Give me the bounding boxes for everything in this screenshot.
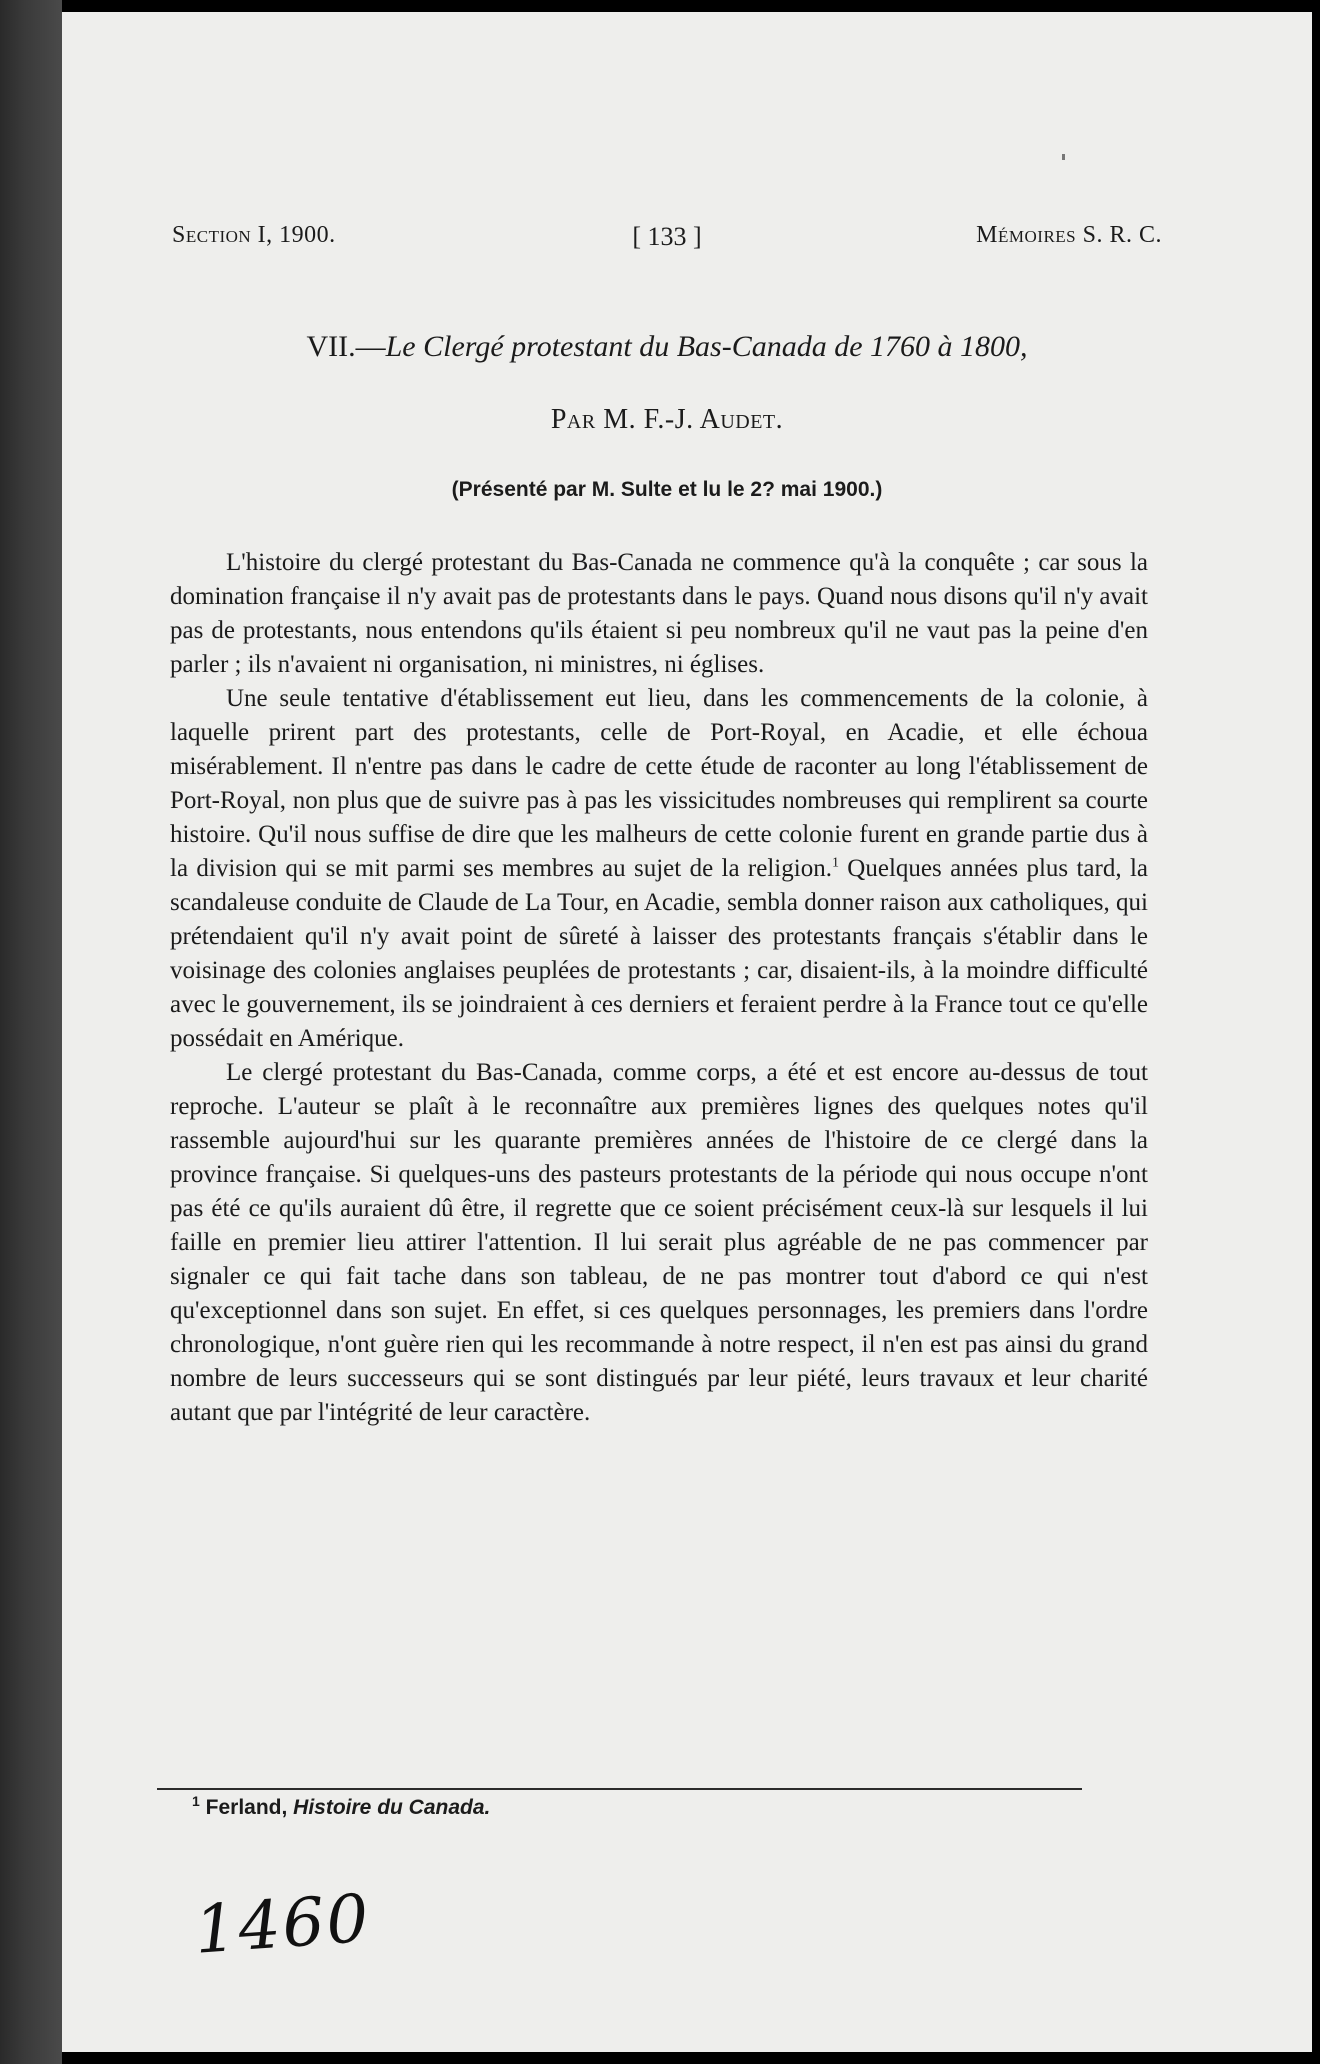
paragraph-3: Le clergé protestant du Bas-Canada, comme corps, a été et est encore au-dessus de tout reproche. L'auteur se plaît à le reconnaître aux premières lignes des quelques notes qu'il rassemble aujourd'hui sur les quarante premières années de l'histoire de ce clergé dans la province française. Si quelques-uns des pasteurs protestants de la période qui nous occupe n'ont pas été ce qu'ils auraient dû être, il regrette que ce soient précisément ceux-là sur lesquels il lui faille en premier lieu attirer l'attention. Il lui serait plus agréable de ne pas commencer par signaler ce qui fait tache dans son tableau, de ne pas montrer tout d'abord ce qui n'est qu'exceptionnel dans son sujet. En effet, si ces quelques personnages, les premiers dans l'ordre chronologique, n'ont guère rien qui les recommande à notre respect, il n'en est pas ainsi du grand nombre de leurs successeurs qui se sont distingués par leur piété, leurs travaux et leur charité autant que par l'intégrité de leur caractère. bbox=[170, 1059, 1148, 1426]
footnote-title: Histoire du Canada. bbox=[293, 1796, 491, 1819]
footnote-divider bbox=[157, 1788, 1082, 1790]
presentation-note: (Présenté par M. Sulte et lu le 2? mai 1900.) bbox=[451, 478, 883, 501]
article-body bbox=[170, 546, 1148, 1430]
paragraph-2-part-1: Une seule tentative d'établissement eut lieu, dans les commencements de la colonie, à laquelle prirent part des protestants, celle de Port-Royal, en Acadie, et elle échoua misérablement. Il n'entre pas dans le cadre de cette étude de raconter au long l'établissement de Port-Royal, non plus que de suivre pas à pas les vissicitudes nombreuses qui remplirent sa courte histoire. Qu'il nous suffise de dire que les malheurs de cette colonie furent en grande partie dus à la division qui se mit parmi ses membres au sujet de la religion. bbox=[170, 685, 1148, 882]
footnote-author: Ferland, bbox=[205, 1796, 288, 1819]
page-number: [ 133 ] bbox=[632, 222, 702, 251]
article-number: VII.— bbox=[306, 330, 386, 363]
article-title bbox=[172, 330, 1162, 364]
journal-label: Mémoires S. R. C. bbox=[976, 222, 1162, 248]
document-page bbox=[62, 12, 1312, 2052]
book-spine-edge bbox=[0, 0, 62, 2064]
article-author: Par M. F.-J. Audet. bbox=[550, 404, 784, 435]
paragraph-2-part-2: Quelques années plus tard, la scandaleuse conduite de Claude de La Tour, en Acadie, sembla donner raison aux catholiques, qui prétendaient qu'il n'y avait point de sûreté à laisser des protestants français s'établir dans le voisinage des colonies anglaises peuplées de protestants ; car, disaient-ils, à la moindre difficulté avec le gouvernement, ils se joindraient à ces derniers et feraient perdre à la France tout ce qu'elle possédait en Amérique. bbox=[170, 855, 1149, 1052]
paragraph-1: L'histoire du clergé protestant du Bas-Canada ne commence qu'à la conquête ; car sous la domination française il n'y avait pas de protestants dans le pays. Quand nous disons qu'il n'y avait pas de protestants, nous entendons qu'ils étaient si peu nombreux qu'il ne vaut pas la peine d'en parler ; ils n'avaient ni organisation, ni ministres, ni églises. bbox=[170, 549, 1148, 678]
article-title-text: Le Clergé protestant du Bas-Canada de 1760 à 1800, bbox=[385, 330, 1028, 363]
paragraph-2 bbox=[170, 682, 1148, 1056]
scan-speck bbox=[1062, 154, 1065, 160]
footnote-reference[interactable]: 1 bbox=[831, 855, 839, 871]
handwritten-number: 1460 bbox=[192, 1879, 373, 1969]
section-label: Section I, 1900. bbox=[172, 222, 336, 248]
running-head bbox=[172, 222, 1162, 252]
footnote bbox=[192, 1793, 1092, 1820]
footnote-mark: 1 bbox=[192, 1793, 200, 1809]
